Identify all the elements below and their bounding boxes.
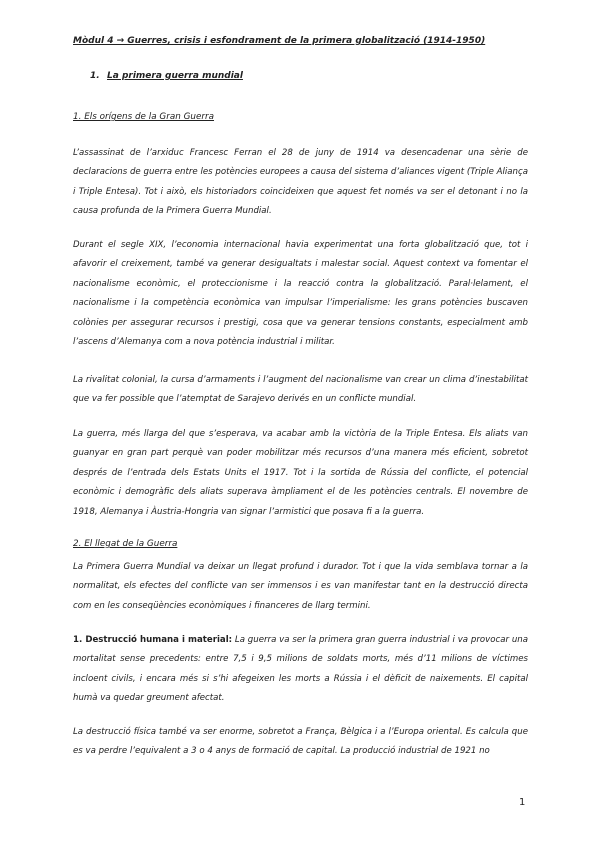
subsection-heading-legacy: 2. El llegat de la Guerra bbox=[73, 539, 178, 549]
paragraph-destruction bbox=[73, 631, 528, 709]
section-number: 1. bbox=[90, 71, 100, 81]
paragraph-physical-destruction: La destrucció física també va ser enorme, sobretot a França, Bèlgica i a l’Europa oriental. Es calcula que es va perdre l’equivalent a 3 o 4 anys de formació de capital. La producció industrial de 1921 no bbox=[73, 727, 528, 757]
section-heading bbox=[90, 71, 243, 81]
destruction-text: La guerra va ser la primera gran guerra industrial i va provocar una mortalitat sense precedents: entre 7,5 i 9,5 milions de soldats morts, més d’11 milions de víctimes incloent civils, i encara més si s’hi afegeixen les morts a Rússia i el dèficit de naixements. El capital humà va quedar greument afectat. bbox=[73, 635, 528, 704]
paragraph-globalization: Durant el segle XIX, l’economia internacional havia experimentat una forta globalització que, tot i afavorir el creixement, també va generar desigualtats i malestar social. Aquest context va fomentar el nacionalisme econòmic, el proteccionisme i la reacció contra la globalització. Paral·lelament, el nacionalisme i la competència econòmica van impulsar l’imperialisme: les grans potències buscaven colònies per assegurar recursos i prestigi, cosa que va generar tensions constants, especialment amb l’ascens d’Alemanya com a nova potència industrial i militar. bbox=[73, 240, 528, 348]
paragraph-legacy: La Primera Guerra Mundial va deixar un llegat profund i durador. Tot i que la vida semblava tornar a la normalitat, els efectes del conflicte van ser immensos i es van manifestar tant en la destrucció directa com en les conseqüències econòmiques i financeres de llarg termini. bbox=[73, 562, 528, 611]
destruction-lead: 1. Destrucció humana i material: bbox=[73, 635, 233, 645]
paragraph-assassination: L’assassinat de l’arxiduc Francesc Ferran el 28 de juny de 1914 va desencadenar una sèrie de declaracions de guerra entre les potències europees a causa del sistema d’aliances vigent (Triple Aliança i Triple Entesa). Tot i això, els historiadors coincideixen que aquest fet només va ser el detonant i no la causa profunda de la Primera Guerra Mundial. bbox=[73, 148, 528, 217]
section-title: La primera guerra mundial bbox=[107, 71, 243, 81]
subsection-heading-origins: 1. Els orígens de la Gran Guerra bbox=[73, 112, 215, 122]
module-header: Mòdul 4 → Guerres, crisis i esfondrament de la primera globalització (1914-1950) bbox=[73, 36, 486, 46]
page-number: 1 bbox=[519, 797, 526, 808]
paragraph-rivalry: La rivalitat colonial, la cursa d’armaments i l’augment del nacionalisme van crear un clima d’inestabilitat que va fer possible que l’atemptat de Sarajevo derivés en un conflicte mundial. bbox=[73, 375, 528, 405]
paragraph-war-outcome: La guerra, més llarga del que s’esperava, va acabar amb la victòria de la Triple Entesa. Els aliats van guanyar en gran part perquè van poder mobilitzar més recursos d’una manera més eficient, sobretot després de l’entrada dels Estats Units el 1917. Tot i la sortida de Rússia del conflicte, el potencial econòmic i demogràfic dels aliats superava àmpliament el de les potències centrals. El novembre de 1918, Alemanya i Àustria-Hongria van signar l’armistici que posava fi a la guerra. bbox=[73, 429, 528, 517]
